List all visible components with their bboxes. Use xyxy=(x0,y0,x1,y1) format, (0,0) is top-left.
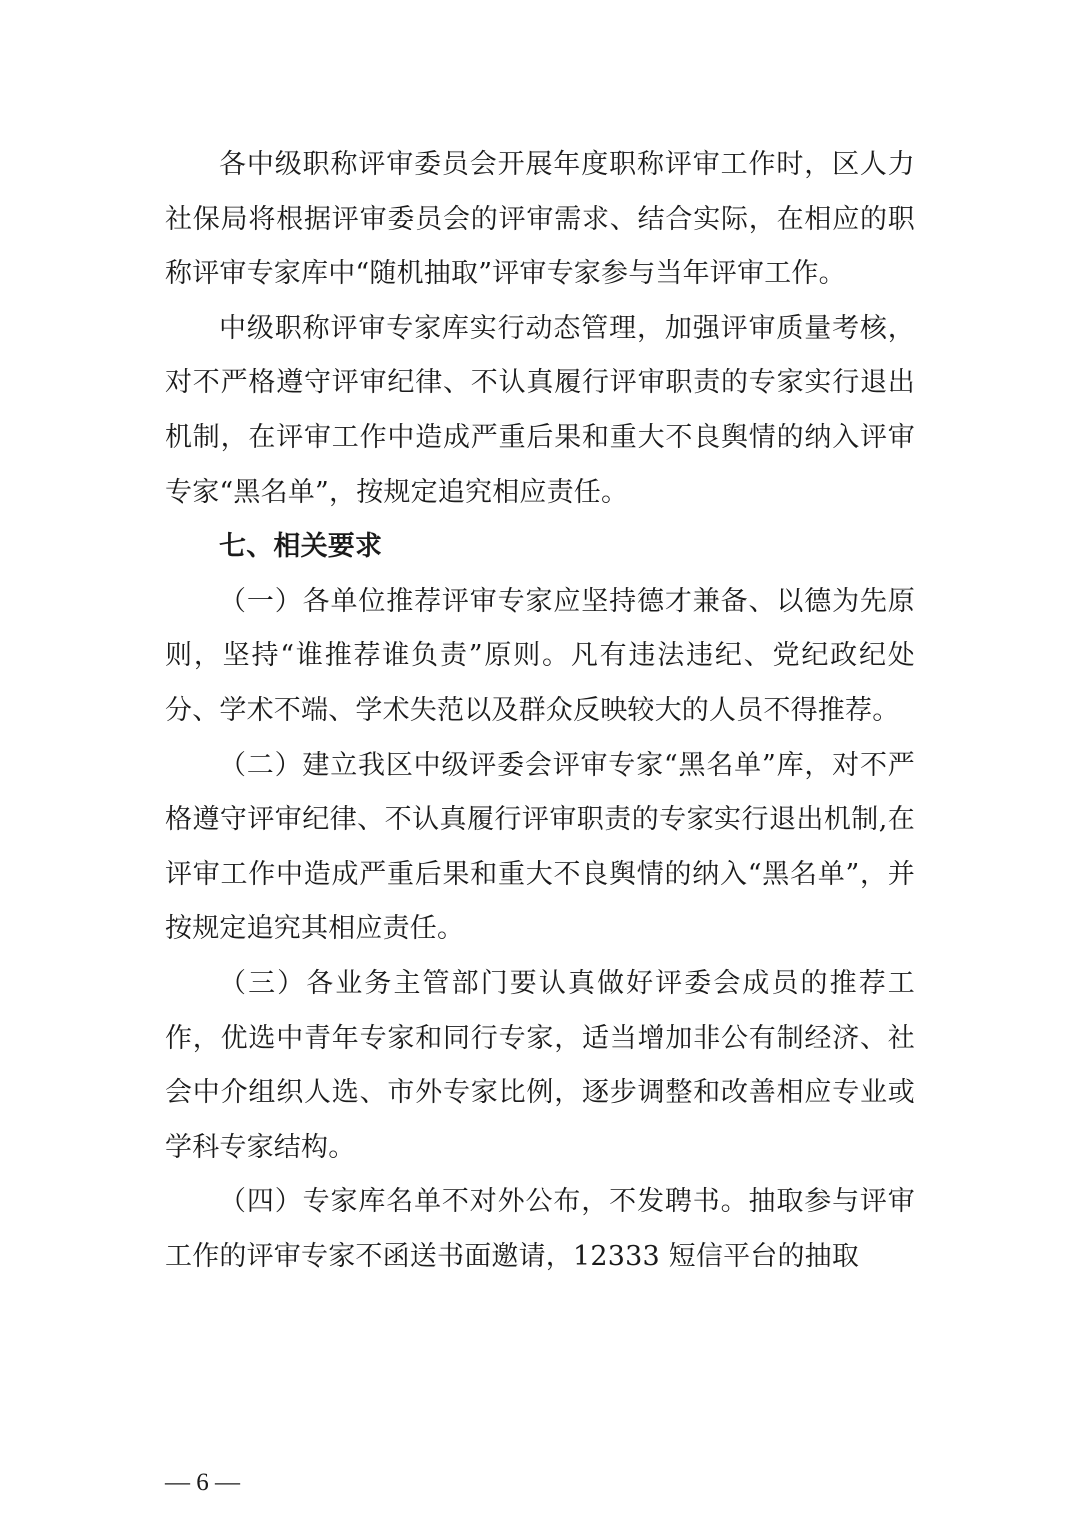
paragraph-dynamic-management: 中级职称评审专家库实行动态管理，加强评审质量考核，对不严格遵守评审纪律、不认真履行评审职责的专家实行退出机制，在评审工作中造成严重后果和重大不良舆情的纳入评审专家“黑名单”，按规定追究相应责任。 xyxy=(165,312,915,508)
requirement-3: （三）各业务主管部门要认真做好评委会成员的推荐工作，优选中青年专家和同行专家，适当增加非公有制经济、社会中介组织人选、市外专家比例，逐步调整和改善相应专业或学科专家结构。 xyxy=(165,967,915,1163)
requirement-4: （四）专家库名单不对外公布，不发聘书。抽取参与评审工作的评审专家不函送书面邀请，12333 短信平台的抽取 xyxy=(165,1186,915,1272)
requirement-2: （二）建立我区中级评委会评审专家“黑名单”库，对不严格遵守评审纪律、不认真履行评审职责的专家实行退出机制,在评审工作中造成严重后果和重大不良舆情的纳入“黑名单”，并按规定追究其相应责任。 xyxy=(165,749,915,945)
requirement-1: （一）各单位推荐评审专家应坚持德才兼备、以德为先原则，坚持“谁推荐谁负责”原则。凡有违法违纪、党纪政纪处分、学术不端、学术失范以及群众反映较大的人员不得推荐。 xyxy=(165,585,915,726)
paragraph-random-selection: 各中级职称评审委员会开展年度职称评审工作时，区人力社保局将根据评审委员会的评审需求、结合实际，在相应的职称评审专家库中“随机抽取”评审专家参与当年评审工作。 xyxy=(165,149,915,290)
page-number: — 6 — xyxy=(165,1469,240,1496)
section-heading-requirements: 七、相关要求 xyxy=(219,531,383,563)
document-body xyxy=(165,138,915,1284)
